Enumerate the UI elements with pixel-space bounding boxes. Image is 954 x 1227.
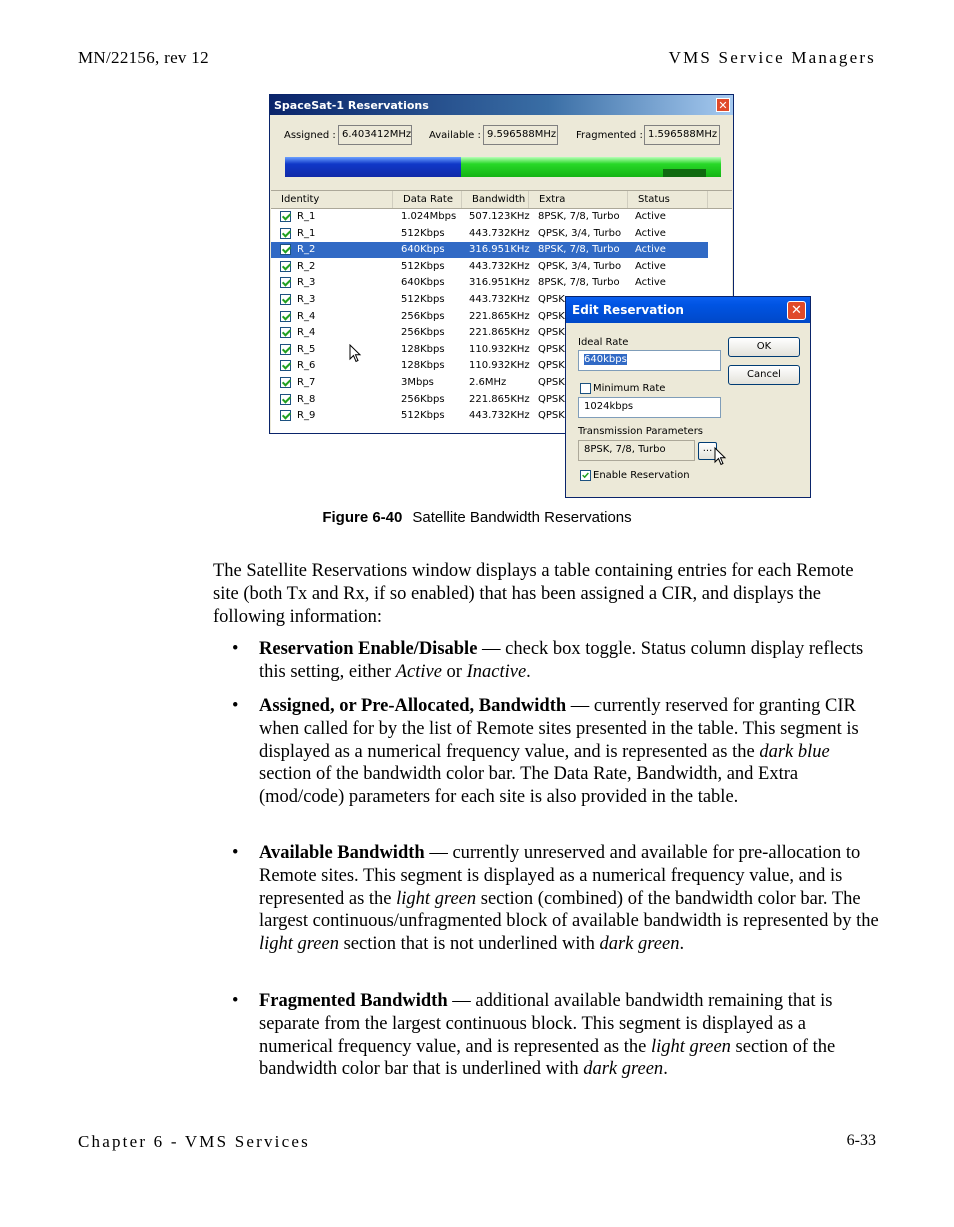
bandwidth-color-bar — [285, 157, 721, 177]
bullet-term: Assigned, or Pre-Allocated, Bandwidth — [259, 696, 567, 716]
cell-identity: R_6 — [297, 360, 316, 372]
chapter-footer: Chapter 6 - VMS Services — [78, 1132, 310, 1151]
assigned-label: Assigned : — [284, 130, 336, 141]
bullet-term: Fragmented Bandwidth — [259, 991, 448, 1011]
table-header — [271, 191, 732, 209]
cell-bandwidth: 110.932KHz — [469, 360, 530, 372]
cell-identity: R_2 — [297, 244, 316, 256]
column-identity[interactable]: Identity — [271, 191, 393, 208]
assigned-segment — [285, 157, 461, 177]
cell-bandwidth: 110.932KHz — [469, 343, 530, 355]
cell-data-rate: 512Kbps — [401, 227, 445, 239]
cell-status: Active — [635, 277, 666, 289]
cell-bandwidth: 316.951KHz — [469, 244, 530, 256]
cancel-button[interactable]: Cancel — [728, 365, 800, 385]
cell-identity: R_2 — [297, 260, 316, 272]
cell-identity: R_9 — [297, 410, 316, 422]
enable-checkbox[interactable] — [280, 410, 291, 421]
cell-data-rate: 512Kbps — [401, 260, 445, 272]
fragmented-field: 1.596588MHz — [644, 125, 720, 145]
intro-paragraph: The Satellite Reservations window displays a table containing entries for each Remote site (both Tx and Rx, if so enabled) that has been assigned a CIR, and displays the following information: — [213, 561, 854, 627]
cell-bandwidth: 221.865KHz — [469, 327, 530, 339]
bullet-text: Available Bandwidth — currently unreserved and available for pre-allocation to Remote sites. This segment is displayed as a numerical frequency value, and is represented as the light green section (combined) of the bandwidth color bar. The largest continuous/unfragmented block of available bandwidth is represented by the light green section that is not underlined with dark green. — [259, 843, 879, 955]
close-icon[interactable]: ✕ — [716, 98, 730, 112]
cell-status: Active — [635, 211, 666, 222]
minimum-rate-input[interactable]: 1024kbps — [578, 397, 721, 418]
cell-data-rate: 512Kbps — [401, 410, 445, 422]
cell-bandwidth: 443.732KHz — [469, 294, 530, 305]
fragmented-underline — [663, 169, 706, 177]
cell-bandwidth: 316.951KHz — [469, 277, 530, 289]
table-row[interactable] — [271, 259, 708, 275]
cell-identity: R_1 — [297, 227, 316, 239]
cell-data-rate: 640Kbps — [401, 244, 445, 256]
edit-reservation-dialog — [565, 296, 811, 498]
cell-bandwidth: 443.732KHz — [469, 227, 530, 239]
bullet-term: Available Bandwidth — [259, 843, 425, 863]
available-label: Available : — [429, 130, 481, 141]
column-extra[interactable]: Extra — [529, 191, 628, 208]
mouse-pointer-icon — [714, 447, 728, 467]
enable-checkbox[interactable] — [280, 261, 291, 272]
cell-data-rate: 1.024Mbps — [401, 211, 457, 222]
dialog-title: Edit Reservation — [572, 303, 684, 317]
enable-checkbox[interactable] — [280, 311, 291, 322]
checkmark-icon — [581, 471, 590, 480]
cell-extra: QPSK — [538, 327, 565, 339]
cell-identity: R_7 — [297, 377, 316, 388]
mouse-pointer-icon — [349, 344, 363, 364]
column-bandwidth[interactable]: Bandwidth — [462, 191, 529, 208]
available-field: 9.596588MHz — [483, 125, 558, 145]
bullet-dot: • — [232, 991, 239, 1011]
window-titlebar[interactable] — [270, 95, 733, 115]
cell-extra: QPSK — [538, 410, 565, 422]
enable-checkbox[interactable] — [280, 228, 291, 239]
column-data-rate[interactable]: Data Rate — [393, 191, 462, 208]
cell-extra: 8PSK, 7/8, Turbo — [538, 211, 620, 222]
bullet-dot: • — [232, 843, 239, 863]
table-row[interactable] — [271, 242, 708, 258]
cell-identity: R_3 — [297, 294, 316, 305]
cell-extra: 8PSK, 7/8, Turbo — [538, 277, 620, 289]
enable-checkbox[interactable] — [280, 344, 291, 355]
dialog-close-icon[interactable]: ✕ — [787, 301, 806, 320]
table-row[interactable] — [271, 209, 708, 225]
ideal-rate-input[interactable] — [578, 350, 721, 371]
cell-identity: R_4 — [297, 310, 316, 322]
ideal-rate-value: 640kbps — [584, 354, 627, 365]
cell-identity: R_5 — [297, 343, 316, 355]
running-header: VMS Service Managers — [668, 48, 876, 67]
cell-bandwidth: 443.732KHz — [469, 410, 530, 422]
transmission-params-field: 8PSK, 7/8, Turbo — [578, 440, 695, 461]
cell-extra: 8PSK, 7/8, Turbo — [538, 244, 620, 256]
ideal-rate-label: Ideal Rate — [578, 337, 629, 348]
cell-data-rate: 256Kbps — [401, 310, 445, 322]
enable-checkbox[interactable] — [280, 277, 291, 288]
cell-extra: QPSK — [538, 393, 565, 405]
bullet-term: Reservation Enable/Disable — [259, 639, 478, 659]
cell-data-rate: 256Kbps — [401, 393, 445, 405]
page-number: 6-33 — [846, 1132, 876, 1149]
cell-data-rate: 128Kbps — [401, 360, 445, 372]
cell-extra: QPSK, 3/4, Turbo — [538, 227, 622, 239]
cell-identity: R_8 — [297, 393, 316, 405]
cell-extra: QPSK, 3/4, Turbo — [538, 260, 622, 272]
fragmented-label: Fragmented : — [576, 130, 643, 141]
cell-data-rate: 512Kbps — [401, 294, 445, 305]
bullet-dot: • — [232, 639, 239, 659]
cell-identity: R_3 — [297, 277, 316, 289]
bullet-dot: • — [232, 696, 239, 716]
ok-button[interactable]: OK — [728, 337, 800, 357]
cell-data-rate: 3Mbps — [401, 377, 434, 388]
cell-extra: QPSK — [538, 310, 565, 322]
enable-checkbox[interactable] — [280, 360, 291, 371]
minimum-rate-checkbox[interactable] — [580, 383, 591, 394]
cell-extra: QPSK — [538, 294, 565, 305]
figure-title: Satellite Bandwidth Reservations — [412, 509, 632, 526]
cell-extra: QPSK — [538, 360, 565, 372]
enable-checkbox[interactable] — [280, 244, 291, 255]
cell-bandwidth: 507.123KHz — [469, 211, 530, 222]
minimum-rate-label: Minimum Rate — [593, 383, 666, 394]
cell-status: Active — [635, 227, 666, 239]
cell-data-rate: 128Kbps — [401, 343, 445, 355]
cell-bandwidth: 2.6MHz — [469, 377, 507, 388]
cell-bandwidth: 221.865KHz — [469, 310, 530, 322]
enable-reservation-checkbox[interactable] — [580, 470, 591, 481]
figure-caption — [0, 509, 954, 526]
cell-status: Active — [635, 260, 666, 272]
enable-checkbox[interactable] — [280, 294, 291, 305]
cell-identity: R_1 — [297, 211, 316, 222]
table-row[interactable] — [271, 275, 708, 291]
bullet-text: Reservation Enable/Disable — check box toggle. Status column display reflects this setting, either Active or Inactive. — [259, 639, 864, 682]
window-title: SpaceSat-1 Reservations — [274, 99, 429, 112]
enable-checkbox[interactable] — [280, 377, 291, 388]
enable-reservation-label: Enable Reservation — [593, 470, 690, 481]
figure-number: Figure 6-40 — [322, 509, 403, 526]
dialog-titlebar[interactable] — [566, 297, 810, 323]
cell-data-rate: 640Kbps — [401, 277, 445, 289]
enable-checkbox[interactable] — [280, 394, 291, 405]
bullet-text: Assigned, or Pre-Allocated, Bandwidth — currently reserved for granting CIR when called for by the list of Remote sites presented in the table. This segment is displayed as a numerical frequency value, and is represented as the dark blue section of the bandwidth color bar. The Data Rate, Bandwidth, and Extra (mod/code) parameters for each site is also provided in the table. — [259, 696, 859, 808]
enable-checkbox[interactable] — [280, 327, 291, 338]
cell-bandwidth: 221.865KHz — [469, 393, 530, 405]
browse-parameters-button[interactable]: ... — [698, 442, 717, 460]
cell-bandwidth: 443.732KHz — [469, 260, 530, 272]
cell-data-rate: 256Kbps — [401, 327, 445, 339]
column-status[interactable]: Status — [628, 191, 708, 208]
bullet-text: Fragmented Bandwidth — additional available bandwidth remaining that is separate from the largest continuous block. This segment is displayed as a numerical frequency value, and is represented as the light green section of the bandwidth color bar that is underlined with dark green. — [259, 991, 836, 1080]
enable-checkbox[interactable] — [280, 211, 291, 222]
cell-extra: QPSK — [538, 343, 565, 355]
cell-extra: QPSK — [538, 377, 565, 388]
table-row[interactable] — [271, 226, 708, 242]
cell-status: Active — [635, 244, 666, 256]
doc-number: MN/22156, rev 12 — [78, 48, 209, 67]
assigned-field: 6.403412MHz — [338, 125, 412, 145]
cell-identity: R_4 — [297, 327, 316, 339]
transmission-label: Transmission Parameters — [578, 426, 704, 437]
